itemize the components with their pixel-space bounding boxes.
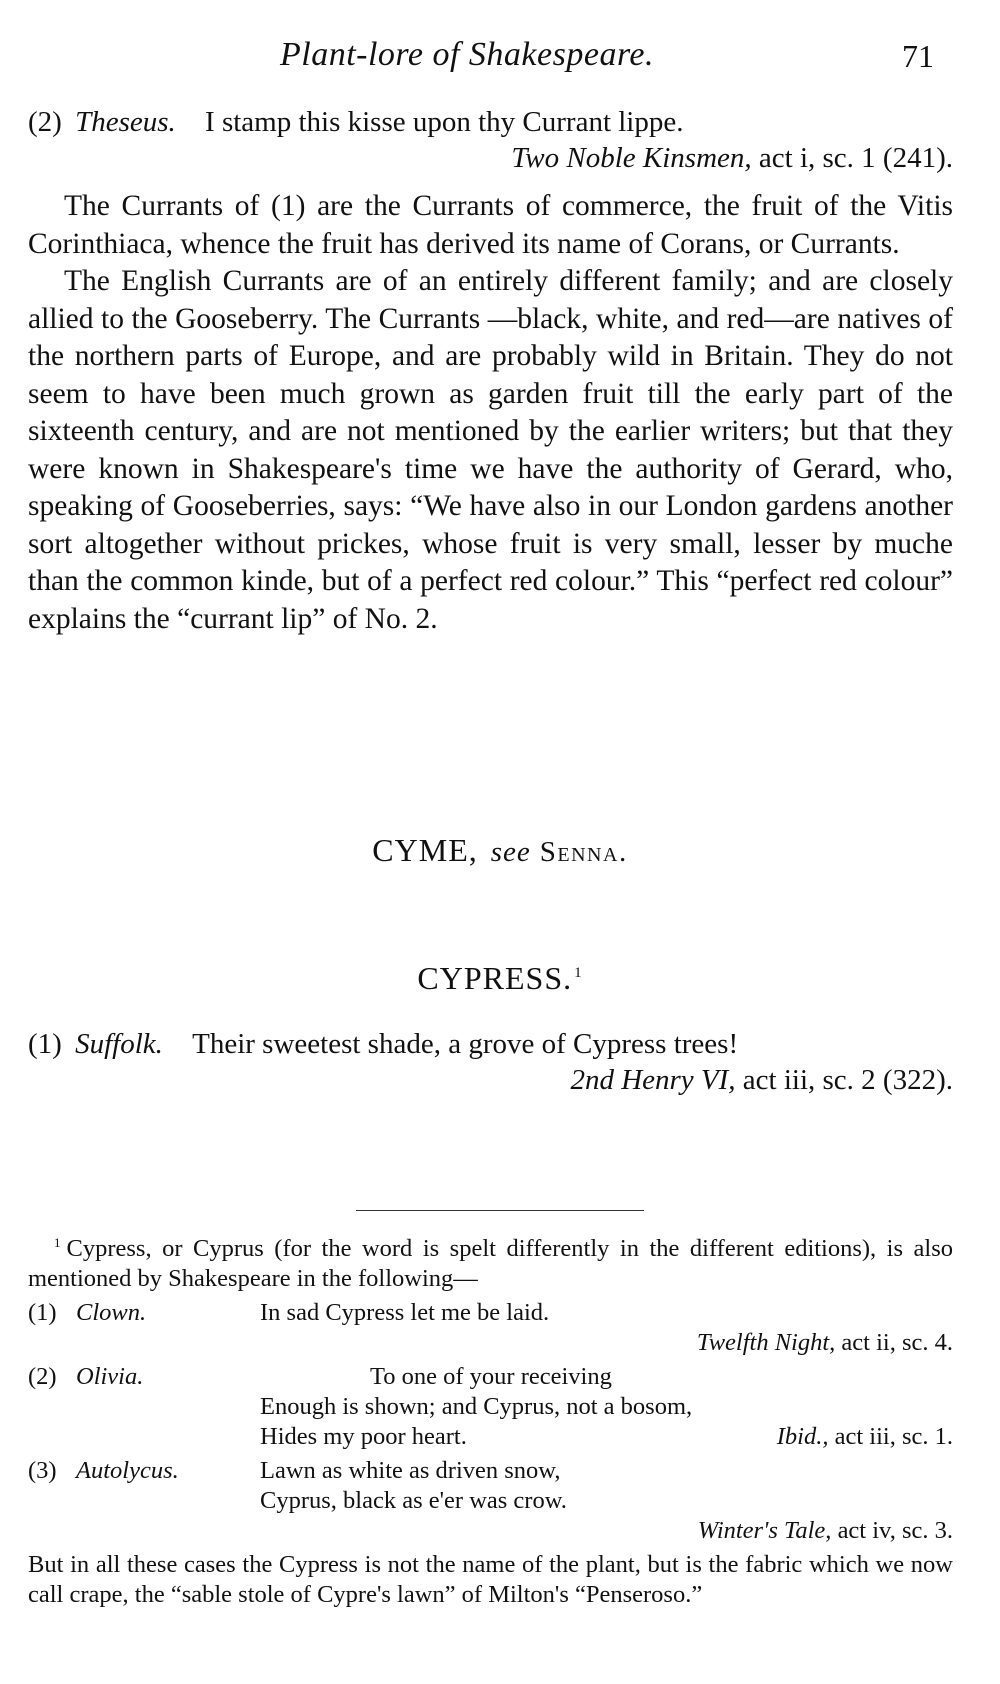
quote-line: To one of your receiving: [370, 1363, 612, 1391]
quote-line: Enough is shown; and Cyprus, not a bosom,: [260, 1393, 693, 1421]
citation-work: Ibid.,: [776, 1423, 829, 1451]
body-text: [28, 188, 953, 638]
footnote-quote-autolycus: [28, 1456, 953, 1546]
quote-citation: [28, 140, 953, 176]
quote-citation: [28, 1062, 953, 1098]
heading-see: see: [490, 836, 531, 868]
quote-number: (1): [28, 1299, 57, 1327]
paragraph-currants-commerce: The Currants of (1) are the Currants of commerce, the fruit of the Vitis Corinthiaca, whence the fruit has derived its name of Corans, or Currants.: [28, 190, 953, 260]
quote-speaker: Clown.: [76, 1299, 147, 1327]
citation-location: act i, sc. 1 (241).: [758, 142, 953, 174]
quote-number: (2): [28, 106, 62, 138]
heading-title: CYME,: [372, 832, 478, 868]
citation-work: Winter's Tale,: [697, 1517, 832, 1545]
footnote-closing: But in all these cases the Cypress is not the name of the plant, but is the fabric which we now call crape, the “sable stole of Cypre's lawn” of Milton's “Penseroso.”: [28, 1551, 953, 1609]
quote-text: Their sweetest shade, a grove of Cypress trees!: [192, 1028, 739, 1060]
quote-number: (2): [28, 1363, 57, 1391]
footnote-intro: [28, 1228, 953, 1294]
footnote-quote-olivia: [28, 1362, 953, 1452]
quote-text: I stamp this kisse upon thy Currant lippe.: [205, 106, 684, 138]
citation-work: Two Noble Kinsmen,: [511, 142, 752, 174]
quote-citation: [777, 1422, 953, 1452]
heading-title: CYPRESS.: [417, 960, 573, 996]
heading-cyme: [0, 832, 1000, 869]
quote-theseus: [28, 104, 953, 176]
quote-speaker: Theseus.: [75, 106, 176, 138]
footnote: [28, 1228, 953, 1610]
quote-line: Lawn as white as driven snow,: [260, 1457, 561, 1485]
footnote-quote-clown: [28, 1298, 953, 1358]
running-title: Plant-lore of Shakespeare.: [280, 36, 655, 73]
quote-speaker: Autolycus.: [76, 1457, 179, 1485]
quote-line: In sad Cypress let me be laid.: [260, 1299, 550, 1327]
citation-work: Twelfth Night,: [696, 1329, 836, 1357]
citation-location: act iii, sc. 1.: [834, 1423, 953, 1451]
citation-work: 2nd Henry VI,: [570, 1064, 736, 1096]
footnote-intro-text: Cypress, or Cyprus (for the word is spelt differently in the different editions), is also mentioned by Shakespeare in the following—: [28, 1235, 953, 1293]
citation-location: act ii, sc. 4.: [841, 1329, 953, 1357]
quote-speaker: Suffolk.: [75, 1028, 163, 1060]
running-head: [0, 28, 1000, 78]
heading-reference: Senna.: [539, 836, 628, 868]
paragraph-english-currants: The English Currants are of an entirely different family; and are closely allied to the Gooseberry. The Currants —black, white, and red—are natives of the northern parts of Europe, and are probably wild in Britain. They do not seem to have been much grown as garden fruit till the early part of the sixteenth century, and are not mentioned by the earlier writers; but that they were known in Shakespeare's time we have the authority of Gerard, who, speaking of Gooseberries, says: “We have also in our London gardens another sort altogether without prickes, whose fruit is very small, lesser by muche than the common kinde, but of a perfect red colour.” This “perfect red colour” explains the “currant lip” of No. 2.: [28, 265, 953, 635]
footnote-marker: 1: [54, 1235, 61, 1250]
quote-speaker: Olivia.: [76, 1363, 144, 1391]
heading-cypress: [0, 960, 1000, 997]
citation-location: act iii, sc. 2 (322).: [742, 1064, 953, 1096]
quote-citation: [28, 1328, 953, 1358]
quote-number: (1): [28, 1028, 62, 1060]
quote-line: Hides my poor heart.: [260, 1423, 467, 1451]
quote-line: Cyprus, black as e'er was crow.: [260, 1487, 567, 1515]
footnote-divider: [356, 1210, 644, 1211]
quote-suffolk: [28, 1026, 953, 1098]
quote-number: (3): [28, 1457, 57, 1485]
page-number: 71: [902, 38, 934, 74]
citation-location: act iv, sc. 3.: [837, 1517, 953, 1545]
footnote-marker: 1: [574, 965, 583, 982]
quote-citation: [28, 1516, 953, 1546]
